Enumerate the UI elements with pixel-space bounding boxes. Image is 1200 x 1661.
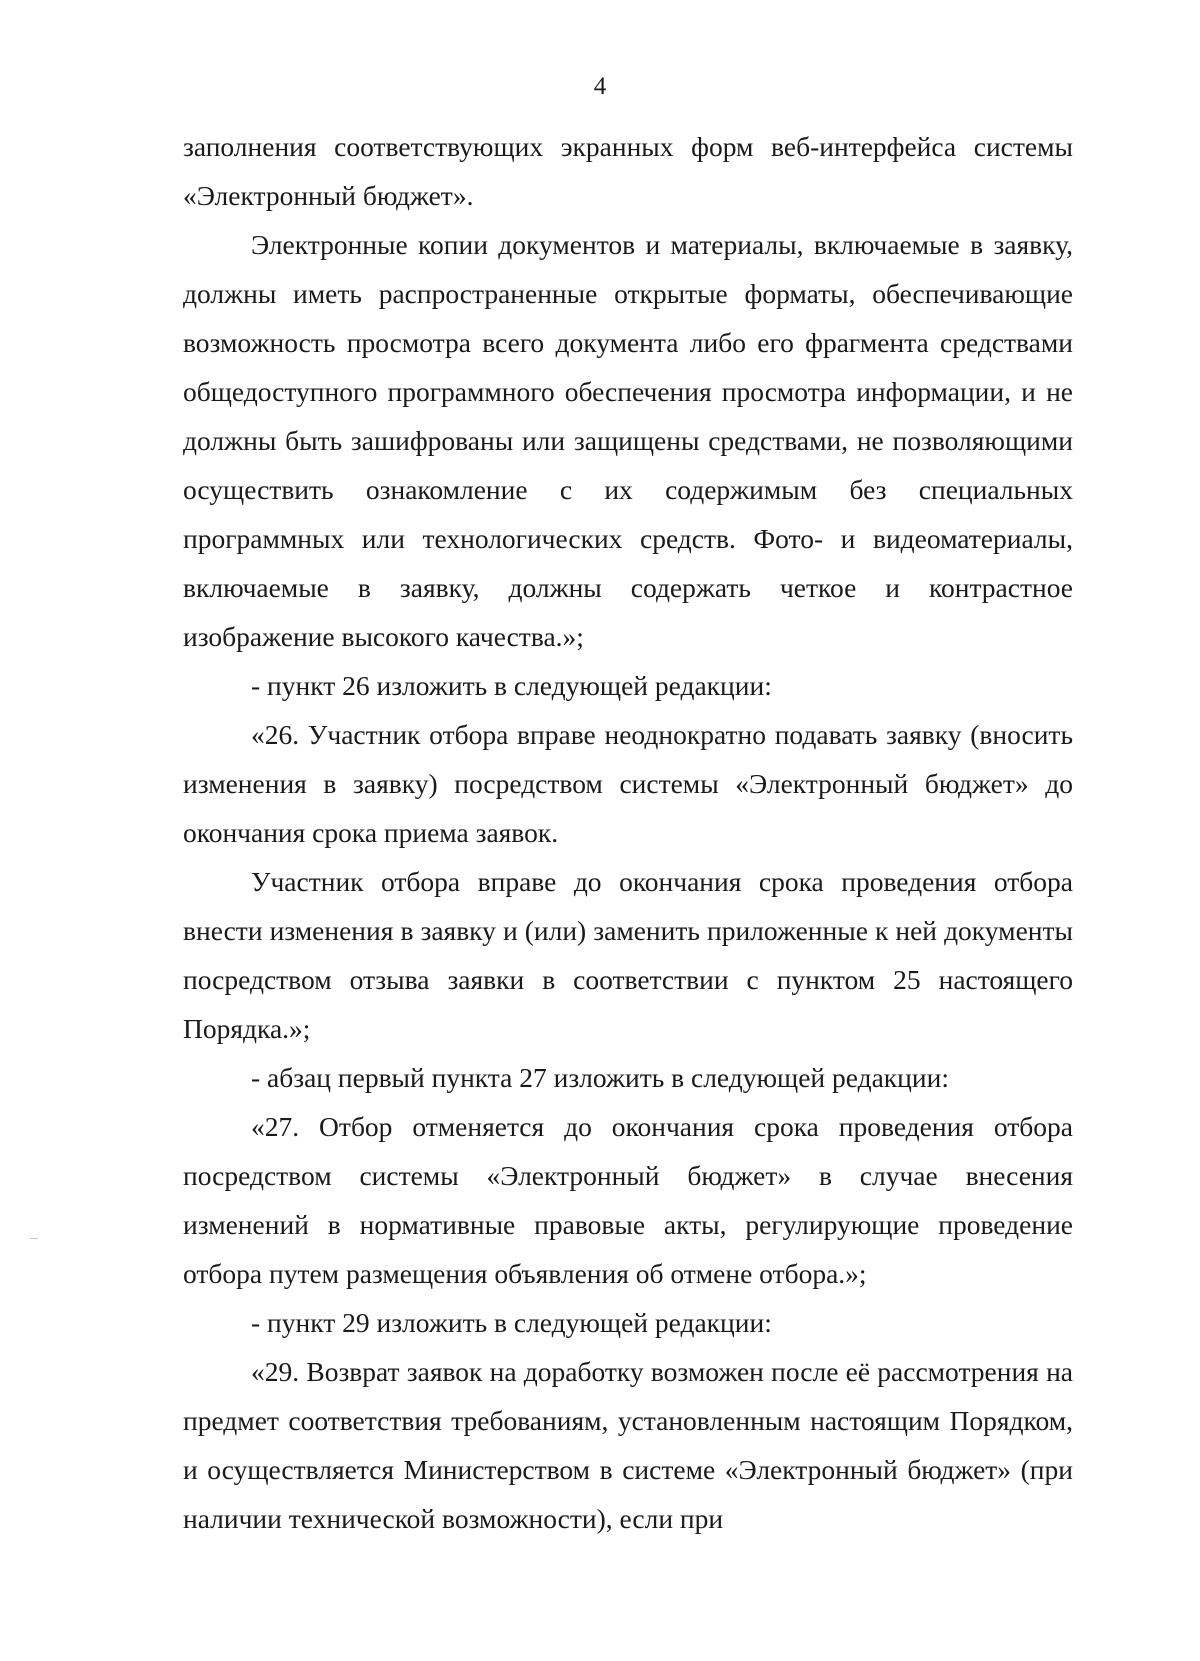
scan-margin-mark [30,1238,38,1239]
paragraph-point-26-changes: Участник отбора вправе до окончания срока проведения отбора внести изменения в заявку и (или) заменить приложенные к ней документы посредством отзыва заявки в соответствии с пунктом 25 настоящего Порядка.»; [183,866,1073,1044]
page-number: 4 [593,73,607,100]
paragraph-point-27: «27. Отбор отменяется до окончания срока проведения отбора посредством системы «Электронный бюджет» в случае внесения изменений в нормативные правовые акты, регулирующие проведение отбора путем размещения объявления об отмене отбора.»; [183,1111,1073,1289]
document-body [183,122,1073,1543]
paragraph-point-29: «29. Возврат заявок на доработку возможен после её рассмотрения на предмет соответствия требованиям, установленным настоящим Порядком, и осуществляется Министерством в системе «Электронный бюджет» (при наличии технической возможности), если при [183,1356,1073,1534]
paragraph-amend-point-27: - абзац первый пункта 27 изложить в следующей редакции: [251,1062,949,1093]
paragraph-point-26: «26. Участник отбора вправе неоднократно подавать заявку (вносить изменения в заявку) посредством системы «Электронный бюджет» до окончания срока приема заявок. [183,719,1073,848]
paragraph-amend-point-29: - пункт 29 изложить в следующей редакции: [251,1307,772,1338]
paragraph-amend-point-26: - пункт 26 изложить в следующей редакции: [251,670,772,701]
paragraph-continuation: заполнения соответствующих экранных форм веб-интерфейса системы «Электронный бюджет». [183,131,1073,211]
paragraph-electronic-copies: Электронные копии документов и материалы, включаемые в заявку, должны иметь распространенные открытые форматы, обеспечивающие возможность просмотра всего документа либо его фрагмента средствами общедоступного программного обеспечения просмотра информации, и не должны быть зашифрованы или защищены средствами, не позволяющими осуществить ознакомление с их содержимым без специальных программных или технологических средств. Фото- и видеоматериалы, включаемые в заявку, должны содержать четкое и контрастное изображение высокого качества.»; [183,229,1073,652]
